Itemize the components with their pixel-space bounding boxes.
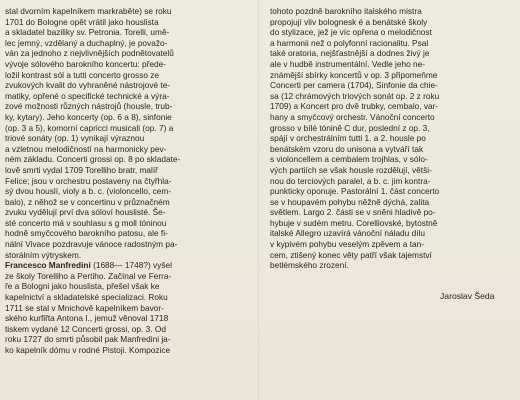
text-line: (op. 3 a 5), komorní capricci musicali (op. 7) a xyxy=(5,122,174,133)
text-line: zvukových kvalit do vyhraněné nástrojové te- xyxy=(5,80,171,91)
right-column xyxy=(270,6,513,271)
text-line: kapelnictví a skladatelské specializaci. Roku xyxy=(5,292,168,303)
author-signature: Jaroslav Šeda xyxy=(440,291,495,301)
text-line: ložil kontrast sól a tutti concerto grosso ze xyxy=(5,69,160,80)
text-line: hany a smyčcový orchestr. Vánoční concerto xyxy=(270,111,435,122)
text-line: a vzletnou melodičností na harmonicky pev- xyxy=(5,143,167,154)
text-line: tohoto pozdně barokního italského mistra xyxy=(270,6,422,16)
text-line: grosso v bílé tónině C dur, poslední z op. 3, xyxy=(270,122,430,133)
text-line: lec jemný, vzdělaný a duchaplný, je považo- xyxy=(5,37,168,48)
text-line: se v houpavém pohybu něžně dýchá, zalita xyxy=(270,196,430,207)
text-line: benátském vzoru do unisona a vytváří tak xyxy=(270,143,424,154)
text-line: nální Vivace pozdravuje vánoce radostným pa- xyxy=(5,239,178,250)
text-line: lově smrti vydal 1709 Torelliho bratr, malíř xyxy=(5,164,158,175)
composer-dates: (1688— 1748?) vyšel xyxy=(90,260,172,271)
text-line: italské Allegro uzavírá vánoční náladu dílu xyxy=(270,228,425,239)
text-line: Felice; jsou v orchestru postaveny na čtyřhla- xyxy=(5,175,172,186)
text-line: 1701 do Bologne opět vrátil jako houslista xyxy=(5,16,159,27)
text-line: storálním výtryskem. xyxy=(5,249,82,260)
text-line: ván za jednoho z nejvlivnějších podnětovatelů xyxy=(5,48,174,59)
text-line: ném základu. Concerti grossi op. 8 po skladate- xyxy=(5,154,181,165)
text-line: zvuku vydělují prví dva sóloví houslisté. Še- xyxy=(5,207,166,218)
text-line: betlémského zrození. xyxy=(270,260,349,271)
text-line: balo), z něhož se v concertinu v průznačném xyxy=(5,196,170,207)
text-line: světlem. Largo 2. části se v sněni hladivě po- xyxy=(270,207,436,218)
text-line: spájí v orchestrálním tutti 1. a 2. housle po xyxy=(270,133,426,144)
text-line: matiky, opřené o specifické technické a výra- xyxy=(5,90,170,101)
text-line: 1709) a Koncert pro dvě trubky, cembalo, var- xyxy=(270,101,439,112)
text-line: ského kurfiřta Antona I., jemuž věnoval 1718 xyxy=(5,313,169,324)
text-line: ko kapelník dómu v rodné Pistoji. Kompozice xyxy=(5,345,171,355)
text-line: ky, kytary). Jeho koncerty (op. 6 a 8), sinfonie xyxy=(5,111,172,122)
text-line: s violoncellem a cembalem trojhlas, v sólo- xyxy=(270,154,428,165)
text-line: a skladatel baziliky sv. Petronia. Torelli, umě- xyxy=(5,27,170,38)
text-line: 1711 se stal v Mnichově kapelníkem bavor- xyxy=(5,302,164,313)
text-line: punkticky oponuje. Pastorální 1. část concerto xyxy=(270,186,440,197)
text-line: propojují vliv bolognesk é a benátské školy xyxy=(270,16,428,27)
text-line: sa (12 chrámových triových sonát op. 2 z roku xyxy=(270,90,440,101)
text-line: tiskem vydané 12 Concerti grossi, op. 3. Od xyxy=(5,323,166,334)
text-line xyxy=(5,260,250,271)
text-line: sý dvou houslí, violy a b. c. (violoncello, cem- xyxy=(5,186,172,197)
text-line: ze školy Torelliho a Pertiho. Začínal ve Ferra- xyxy=(5,270,172,281)
text-line: známější sbírky koncertů v op. 3 připomeňme xyxy=(270,69,438,80)
text-line: ře a Bologni jako houslista, přešel však ke xyxy=(5,281,160,292)
text-line: nou do terciových paralel, a b. c. jim kontra- xyxy=(270,175,431,186)
text-line: do stylizace, jež je víc opřena o melodičnost xyxy=(270,27,432,38)
text-line: Concerti per camera (1704), Sinfonie da chie- xyxy=(270,80,438,91)
text-line: a harmonii než o polyfonní racionalitu. Psal xyxy=(270,37,429,48)
text-line: zové možnosti různých nástrojů (housle, trub- xyxy=(5,101,173,112)
text-line: vých partiích se však housle rozdělují, větši- xyxy=(270,164,432,175)
text-line: také oratoria, nejšťastnější a dodnes živý je xyxy=(270,48,430,59)
left-column xyxy=(5,6,250,356)
text-line: hodně smyčcového barokního patosu, ale fi- xyxy=(5,228,168,239)
text-line: triové sonáty (op. 1) vynikají výraznou xyxy=(5,133,145,144)
text-line: stal dvorním kapelníkem markraběte) se roku xyxy=(5,6,172,16)
text-line: cem, ztišený konec věty patří však tajemství xyxy=(270,249,432,260)
text-line: hybuje v sudém metru. Corelliovské, bytostně xyxy=(270,217,438,228)
text-line: sté concerto má v souhlasu s g moll tóninou xyxy=(5,217,167,228)
composer-name: Francesco Manfredini xyxy=(5,260,91,271)
text-line: vývoje sólového barokního koncertu: přede- xyxy=(5,58,166,69)
text-line: v kypivém pohybu veselým zpěvem a tan- xyxy=(270,239,425,250)
page-fold xyxy=(258,0,259,400)
text-line: roku 1727 do smrti působil pak Manfredini ja- xyxy=(5,334,171,345)
text-line: ale v hudbě instrumentální. Vedle jeho ne- xyxy=(270,58,425,69)
